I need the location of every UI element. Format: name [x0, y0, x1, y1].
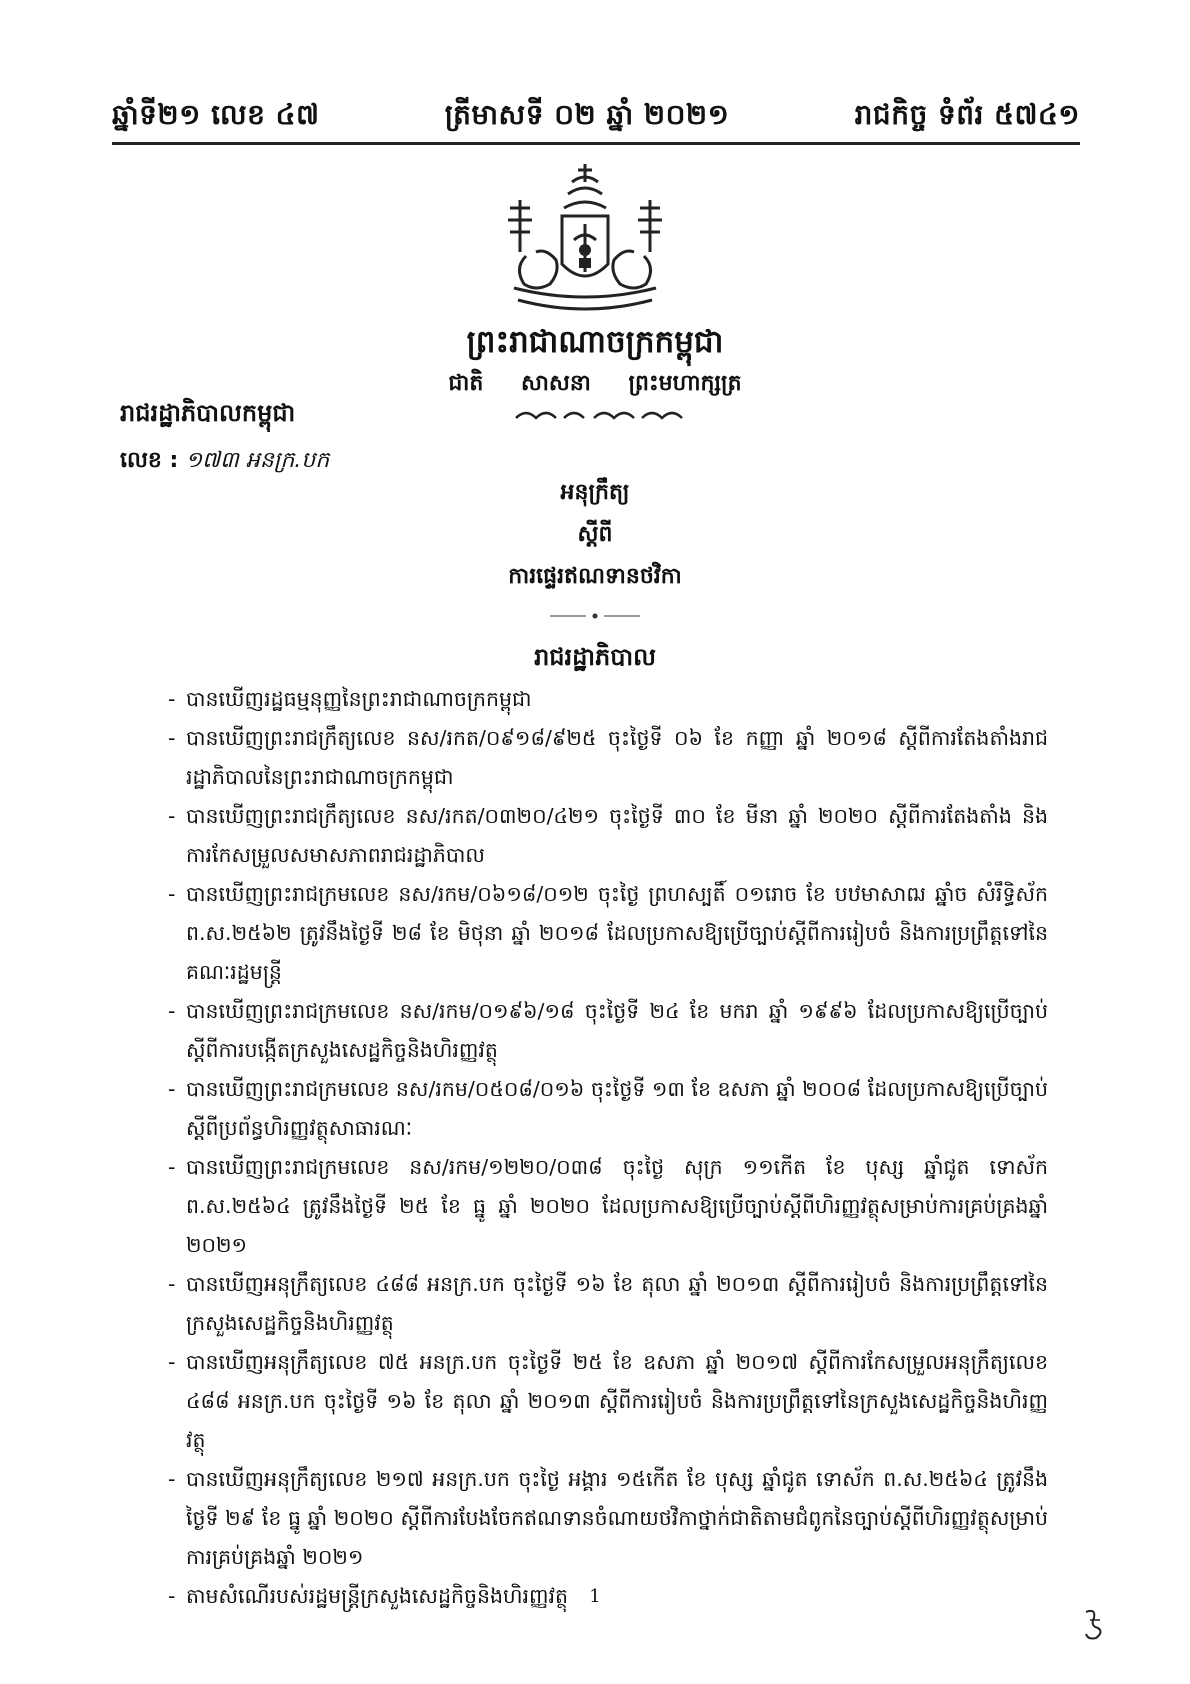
section-divider — [550, 612, 640, 620]
preamble-list — [168, 680, 1048, 1616]
preamble-item: - បានឃើញព្រះរាជក្រមលេខ នស/រកម/១២២០/០៣៨ ចុះថ្ងៃ សុក្រ ១១កើត ខែ បុស្ស ឆ្នាំជូត ទោស័ក ព.ស.២៥៦៤ ត្រូវនឹងថ្ងៃទី ២៥ ខែ ធ្នូ ឆ្នាំ ២០២០ ដែលប្រកាសឱ្យប្រើច្បាប់ស្តីពីហិរញ្ញវត្ថុសម្រាប់ការគ្រប់គ្រងឆ្នាំ ២០២១ — [168, 1148, 1048, 1265]
preamble-item: - បានឃើញរដ្ឋធម្មនុញ្ញនៃព្រះរាជាណាចក្រកម្ពុជា — [168, 680, 1048, 719]
header-quarter: ត្រីមាសទី ០២ ឆ្នាំ ២០២១ — [444, 97, 730, 131]
section-heading: រាជរដ្ឋាភិបាល — [534, 643, 656, 671]
reference-label: លេខ : — [120, 448, 179, 473]
preamble-item: - បានឃើញព្រះរាជក្រមលេខ នស/រកម/០៥០៨/០១៦ ចុះថ្ងៃទី ១៣ ខែ ឧសភា ឆ្នាំ ២០០៨ ដែលប្រកាសឱ្យប្រើច្បាប់ស្តីពីប្រព័ន្ធហិរញ្ញវត្ថុសាធារណៈ — [168, 1070, 1048, 1148]
preamble-item: - បានឃើញព្រះរាជក្រឹត្យលេខ នស/រកត/០៩១៨/៩២៥ ចុះថ្ងៃទី ០៦ ខែ កញ្ញា ឆ្នាំ ២០១៨ ស្តីពីការតែងតាំងរាជរដ្ឋាភិបាលនៃព្រះរាជាណាចក្រកម្ពុជា — [168, 719, 1048, 797]
preamble-item: - បានឃើញព្រះរាជក្រឹត្យលេខ នស/រកត/០៣២០/៤២១ ចុះថ្ងៃទី ៣០ ខែ មីនា ឆ្នាំ ២០២០ ស្តីពីការតែងតាំង និងការកែសម្រួលសមាសភាពរាជរដ្ឋាភិបាល — [168, 797, 1048, 875]
preamble-item: - បានឃើញព្រះរាជក្រមលេខ នស/រកម/០១៩៦/១៨ ចុះថ្ងៃទី ២៤ ខែ មករា ឆ្នាំ ១៩៩៦ ដែលប្រកាសឱ្យប្រើច្បាប់ស្តីពីការបង្កើតក្រសួងសេដ្ឋកិច្ចនិងហិរញ្ញវត្ថុ — [168, 992, 1048, 1070]
gazette-header — [112, 92, 1080, 145]
preamble-item: - បានឃើញអនុក្រឹត្យលេខ ៤៨៨ អនក្រ.បក ចុះថ្ងៃទី ១៦ ខែ តុលា ឆ្នាំ ២០១៣ ស្តីពីការរៀបចំ និងការប្រព្រឹត្តទៅនៃក្រសួងសេដ្ឋកិច្ចនិងហិរញ្ញវត្ថុ — [168, 1265, 1048, 1343]
national-motto: ជាតិ សាសនា ព្រះមហាក្សត្រ — [448, 371, 742, 396]
preamble-item: - បានឃើញព្រះរាជក្រមលេខ នស/រកម/០៦១៨/០១២ ចុះថ្ងៃ ព្រហស្បតិ៍ ០១រោច ខែ បឋមាសាឍ ឆ្នាំច សំរឹទ្ធិស័ក ព.ស.២៥៦២ ត្រូវនឹងថ្ងៃទី ២៨ ខែ មិថុនា ឆ្នាំ ២០១៨ ដែលប្រកាសឱ្យប្រើច្បាប់ស្តីពីការរៀបចំ និងការប្រព្រឹត្តទៅនៃគណៈរដ្ឋមន្ត្រី — [168, 875, 1048, 992]
ornament-divider-icon — [510, 404, 690, 426]
preamble-item: - បានឃើញអនុក្រឹត្យលេខ ២១៧ អនក្រ.បក ចុះថ្ងៃ អង្គារ ១៥កើត ខែ បុស្ស ឆ្នាំជូត ទោស័ក ព.ស.២៥៦៤ ត្រូវនឹងថ្ងៃទី ២៩ ខែ ធ្នូ ឆ្នាំ ២០២០ ស្តីពីការបែងចែកឥណទានចំណាយថវិកាថ្នាក់ជាតិតាមជំពូកនៃច្បាប់ស្តីពីហិរញ្ញវត្ថុសម្រាប់ការគ្រប់គ្រងឆ្នាំ ២០២១ — [168, 1460, 1048, 1577]
preamble-item: - បានឃើញអនុក្រឹត្យលេខ ៧៥ អនក្រ.បក ចុះថ្ងៃទី ២៥ ខែ ឧសភា ឆ្នាំ ២០១៧ ស្តីពីការកែសម្រួលអនុក្រឹត្យលេខ ៤៨៨ អនក្រ.បក ចុះថ្ងៃទី ១៦ ខែ តុលា ឆ្នាំ ២០១៣ ស្តីពីការរៀបចំ និងការប្រព្រឹត្តទៅនៃក្រសួងសេដ្ឋកិច្ចនិងហិរញ្ញវត្ថុ — [168, 1343, 1048, 1460]
document-type: អនុក្រឹត្យ — [560, 480, 630, 505]
kingdom-title: ព្រះរាជាណាចក្រកម្ពុជា — [466, 324, 724, 360]
header-issue: ឆ្នាំទី២១ លេខ ៤៧ — [112, 97, 320, 131]
royal-emblem-icon — [500, 160, 670, 320]
reference-value: ១៧៣ អនក្រ.បក — [185, 448, 330, 473]
issuer-name: រាជរដ្ឋាភិបាលកម្ពុជា — [120, 399, 296, 427]
about-label: ស្តីពី — [577, 522, 613, 547]
preamble-item: - តាមសំណើរបស់រដ្ឋមន្ត្រីក្រសួងសេដ្ឋកិច្ចនិងហិរញ្ញវត្ថុ — [168, 1577, 1048, 1616]
reference-number — [120, 446, 329, 478]
document-subject: ការផ្ទេរឥណទានថវិកា — [508, 564, 682, 589]
handwritten-initial-icon — [1080, 1606, 1106, 1642]
header-page: រាជកិច្ច ទំព័រ ៥៧៤១ — [854, 97, 1080, 131]
page-number: 1 — [589, 1586, 601, 1607]
